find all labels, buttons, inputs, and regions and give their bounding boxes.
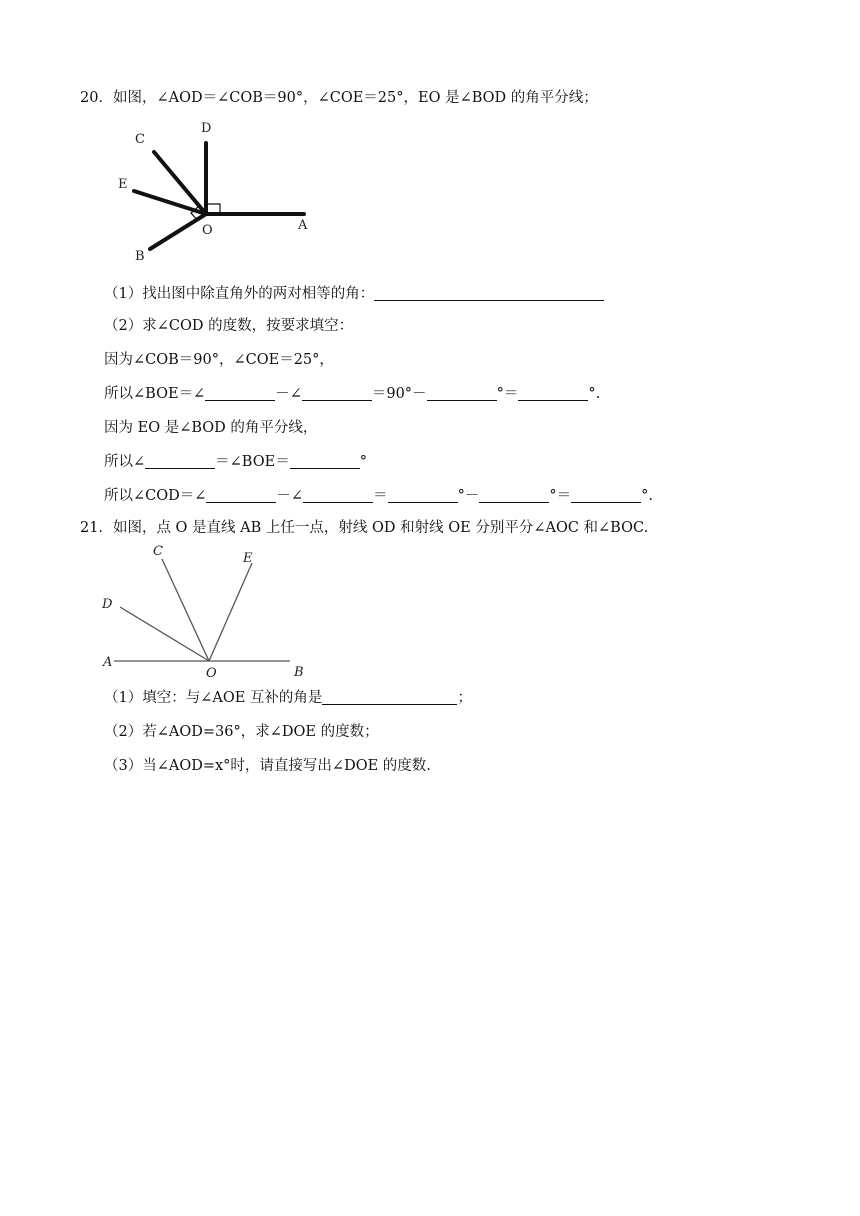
q20-line2-b: －∠ [275,386,302,402]
q20-line2-blank1[interactable] [205,385,275,401]
q20-line2-blank2[interactable] [302,385,372,401]
q20-stem [80,88,598,108]
q20-part2 [104,316,353,336]
q20-line5-blank1[interactable] [206,487,276,503]
q20-line3 [104,418,317,438]
q21-part1-text: （1）填空：与∠AOE 互补的角是 [104,690,323,706]
q20-line4-c: ° [359,454,367,470]
q20-part2-text: （2）求∠COD 的度数，按要求填空： [104,318,354,334]
q20-line5-a: 所以∠COD＝∠ [104,488,207,504]
label-b: B [135,249,145,264]
q20-line5-blank2[interactable] [303,487,373,503]
q20-line2-e: °. [588,386,601,402]
q20-line2-d: °＝ [496,386,519,402]
label-d: D [102,597,113,612]
q20-line5-d: °－ [457,488,480,504]
q20-line3-text: 因为 EO 是∠BOD 的角平分线， [104,420,318,436]
ray-oe [209,563,252,661]
q21-figure [98,540,318,682]
q20-line5-blank3[interactable] [388,487,458,503]
ray-od [120,607,209,661]
q20-line4-blank2[interactable] [290,453,360,469]
label-a: A [103,655,113,670]
label-c: C [153,544,163,559]
q20-number: 20． [80,90,113,106]
label-a: A [298,218,308,233]
q20-part1-text: （1）找出图中除直角外的两对相等的角： [104,286,375,302]
label-c: C [135,132,145,147]
q21-part1-end: ； [457,690,472,706]
q20-line1 [104,350,334,370]
q20-line2 [104,384,600,404]
q20-line4-a: 所以∠ [104,454,146,470]
q20-line5-b: －∠ [276,488,304,504]
q20-line5 [104,486,653,506]
q20-line5-blank5[interactable] [571,487,641,503]
label-b: B [294,665,304,680]
q20-line2-c: ＝90°－ [371,386,427,402]
label-e: E [118,177,128,192]
q20-part1-blank[interactable] [374,285,604,301]
q20-line2-blank4[interactable] [518,385,588,401]
q20-line5-e: °＝ [549,488,572,504]
q20-line2-a: 所以∠BOE＝∠ [104,386,206,402]
label-o: O [206,666,217,681]
q20-line1-text: 因为∠COB＝90°，∠COE＝25°， [104,352,334,368]
q21-stem-text: 如图，点 O 是直线 AB 上任一点，射线 OD 和射线 OE 分别平分∠AOC 和∠BOC. [112,520,649,536]
q21-stem [80,518,648,538]
q21-part1 [104,688,472,708]
q20-line2-blank3[interactable] [427,385,497,401]
ray-ob [150,214,206,249]
q20-figure [110,112,340,272]
q20-line4-blank1[interactable] [145,453,215,469]
q20-line5-c: ＝ [373,488,388,504]
label-o: O [202,223,213,238]
q20-line4-b: ＝∠BOE＝ [215,454,290,470]
q21-part2 [104,722,379,742]
q21-part3-text: （3）当∠AOD=x°时，请直接写出∠DOE 的度数. [104,758,431,774]
q21-part2-text: （2）若∠AOD=36°，求∠DOE 的度数； [104,724,379,740]
q21-part3 [104,756,431,776]
label-d: D [201,121,212,136]
label-e: E [243,551,253,566]
q20-line5-f: °. [641,488,653,504]
q20-stem-text: 如图，∠AOD＝∠COB＝90°，∠COE＝25°，EO 是∠BOD 的角平分线； [112,90,598,106]
ray-oc [162,559,209,661]
q20-line4 [104,452,367,472]
q20-part1 [104,284,604,304]
q21-part1-blank[interactable] [322,689,457,705]
q21-number: 21． [80,520,113,536]
q20-line5-blank4[interactable] [479,487,549,503]
